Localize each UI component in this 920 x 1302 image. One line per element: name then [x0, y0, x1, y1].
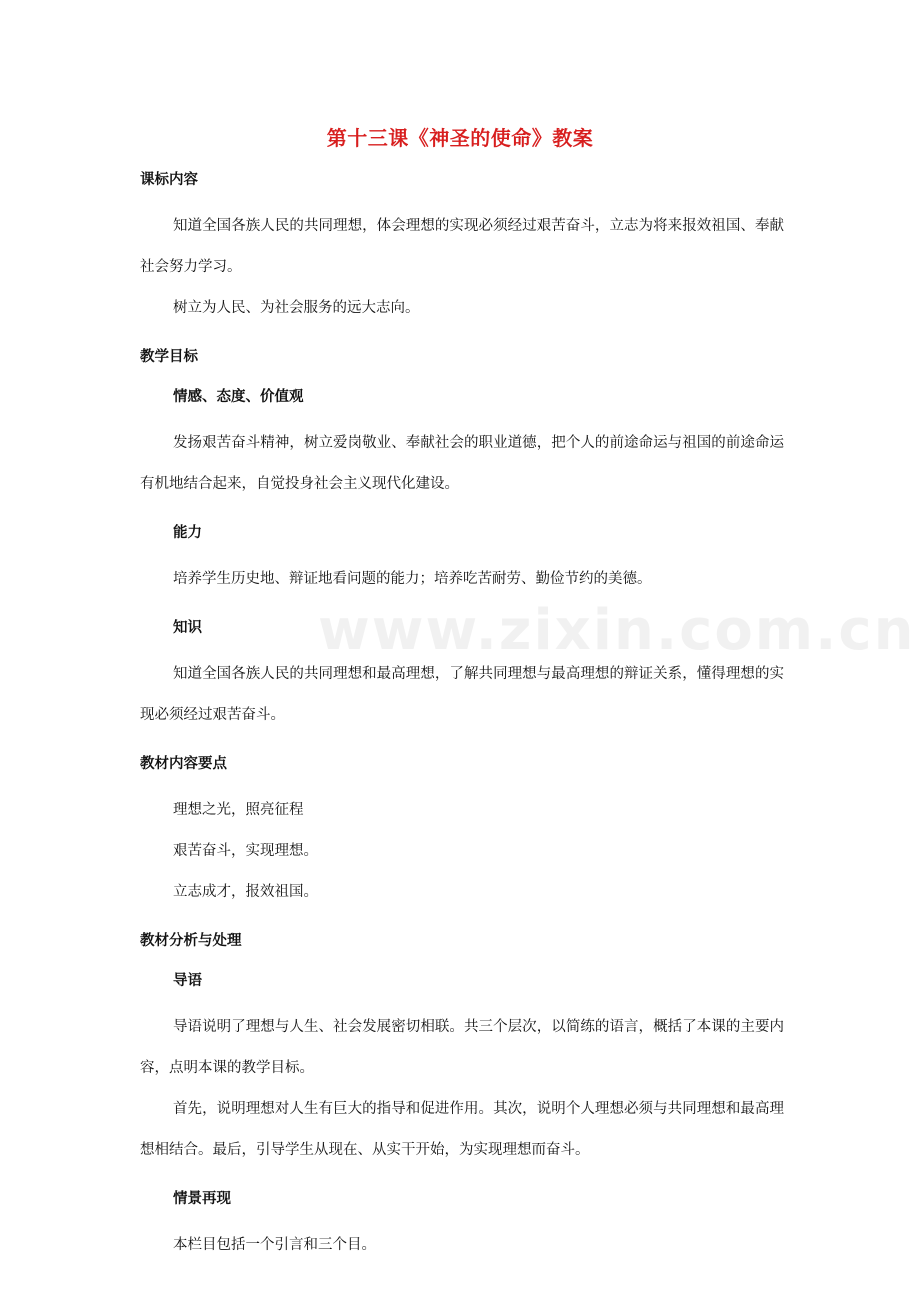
section-heading-mubiao: 教学目标 [140, 349, 198, 365]
paragraph-nengli: 培养学生历史地、辩证地看问题的能力；培养吃苦耐劳、勤俭节约的美德。 [173, 571, 652, 587]
list-item-yaodian-3: 立志成才，报效祖国。 [173, 884, 318, 900]
list-item-yaodian-2: 艰苦奋斗，实现理想。 [173, 843, 318, 859]
list-item-yaodian-1: 理想之光，照亮征程 [173, 802, 304, 818]
paragraph-kebiao-2: 树立为人民、为社会服务的远大志向。 [173, 300, 420, 316]
document-body [140, 166, 784, 1266]
document-title: 第十三课《神圣的使命》教案 [326, 126, 594, 150]
subheading-qinggan: 情感、态度、价值观 [173, 389, 304, 405]
paragraph-daoyu-2: 首先，说明理想对人生有巨大的指导和促进作用。其次，说明个人理想必须与共同理想和最高理想相结合。最后，引导学生从现在、从实干开始，为实现理想而奋斗。 [140, 1101, 784, 1158]
subheading-zhishi: 知识 [173, 620, 202, 636]
section-heading-yaodian: 教材内容要点 [140, 756, 227, 772]
section-heading-kebiao: 课标内容 [140, 172, 198, 188]
section-heading-fenxi: 教材分析与处理 [140, 933, 242, 949]
subheading-nengli: 能力 [173, 525, 202, 541]
subheading-qingjing: 情景再现 [173, 1191, 231, 1207]
paragraph-qingjing: 本栏目包括一个引言和三个目。 [173, 1237, 376, 1253]
paragraph-zhishi: 知道全国各族人民的共同理想和最高理想，了解共同理想与最高理想的辩证关系，懂得理想的实现必须经过艰苦奋斗。 [140, 666, 784, 723]
paragraph-kebiao-1: 知道全国各族人民的共同理想，体会理想的实现必须经过艰苦奋斗，立志为将来报效祖国、奉献社会努力学习。 [140, 218, 784, 275]
subheading-daoyu: 导语 [173, 973, 202, 989]
watermark: www.zixin.com.cn [318, 598, 916, 663]
paragraph-qinggan: 发扬艰苦奋斗精神，树立爱岗敬业、奉献社会的职业道德，把个人的前途命运与祖国的前途命运有机地结合起来，自觉投身社会主义现代化建设。 [140, 435, 784, 492]
paragraph-daoyu-1: 导语说明了理想与人生、社会发展密切相联。共三个层次，以简练的语言，概括了本课的主要内容，点明本课的教学目标。 [140, 1019, 784, 1076]
